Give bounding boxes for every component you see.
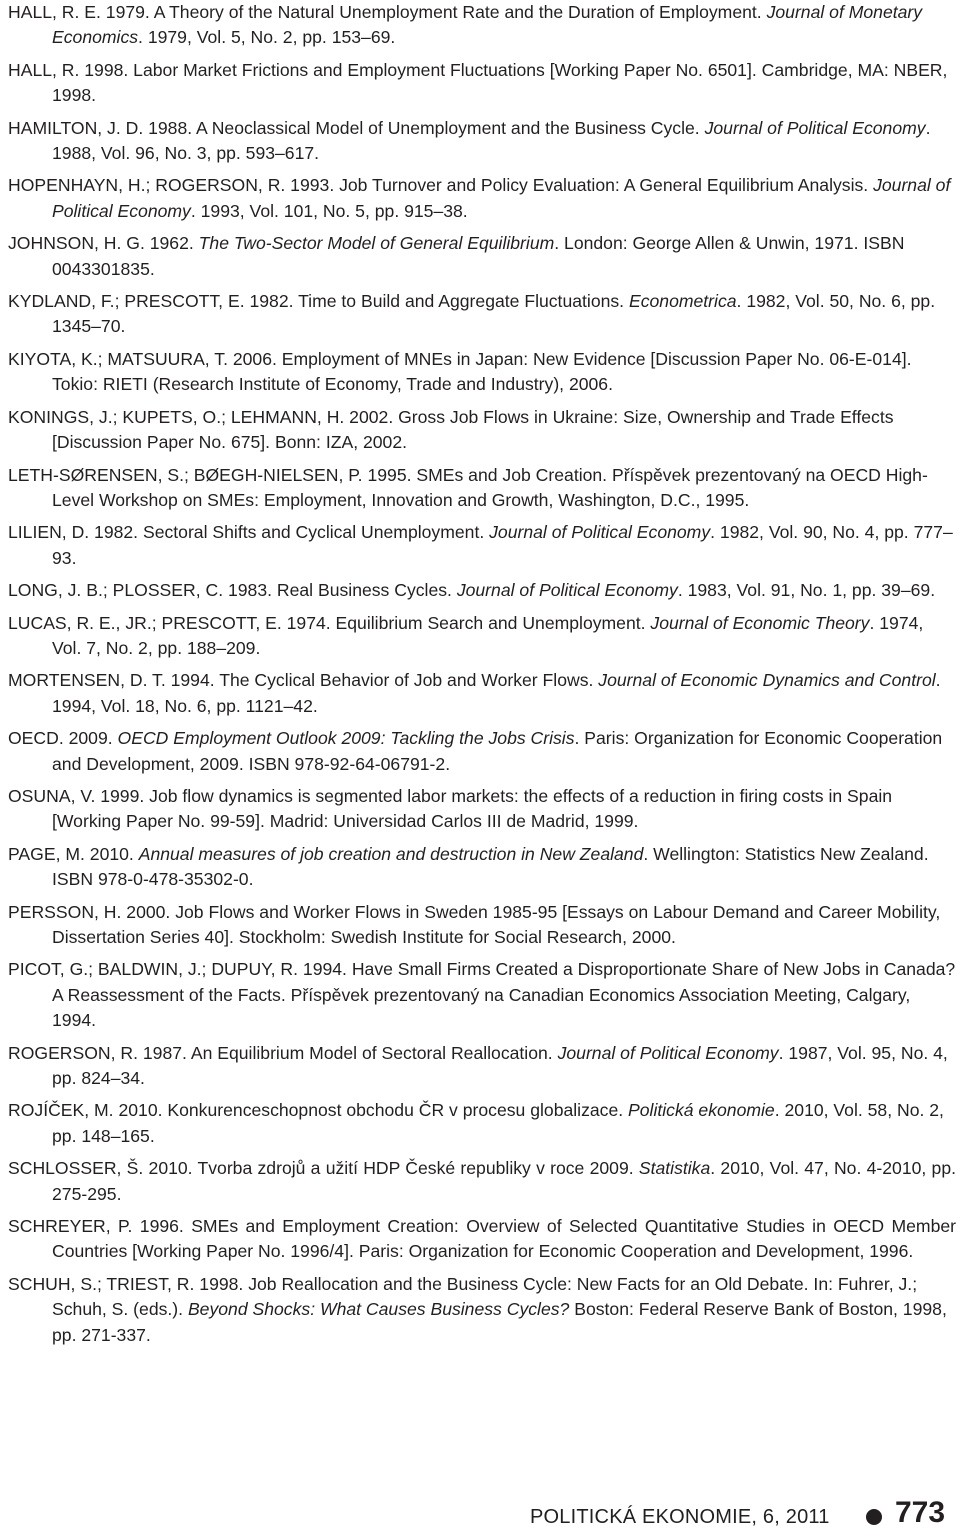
reference-entry: [8, 463, 956, 514]
reference-source-title: Journal of Political Economy: [557, 1042, 779, 1063]
reference-source-title: Beyond Shocks: What Causes Business Cycles?: [187, 1299, 570, 1320]
reference-source-title: Econometrica: [628, 291, 737, 312]
reference-entry: [8, 231, 956, 282]
reference-text: . 1982, Vol. 50, No. 6, pp. 1345–70.: [52, 291, 936, 337]
page-number: 773: [895, 1496, 946, 1529]
reference-entry: [8, 1098, 956, 1149]
reference-text: SCHUH, S.; TRIEST, R. 1998. Job Reallocation and the Business Cycle: New Facts for an Old Debate. In: Fuhrer, J.; Schuh, S. (eds.).: [8, 1273, 918, 1320]
reference-entry: [8, 1214, 956, 1265]
reference-text: PERSSON, H. 2000. Job Flows and Worker Flows in Sweden 1985-95 [Essays on Labour Demand and Career Mobility, Dissertation Series 40]. Stockholm: Swedish Institute for Social Research, 2000.: [8, 901, 941, 947]
reference-source-title: Politická ekonomie: [628, 1100, 775, 1121]
reference-entry: [8, 116, 956, 167]
reference-entry: [8, 58, 956, 109]
reference-text: . 2010, Vol. 47, No. 4-2010, pp. 275-295.: [52, 1158, 956, 1204]
reference-text: ROJÍČEK, M. 2010. Konkurenceschopnost obchodu ČR v procesu globalizace.: [8, 1100, 629, 1121]
reference-text: . 1987, Vol. 95, No. 4, pp. 824–34.: [52, 1042, 948, 1089]
reference-text: LILIEN, D. 1982. Sectoral Shifts and Cyclical Unemployment.: [8, 522, 490, 543]
reference-list: [8, 0, 956, 1355]
reference-source-title: Journal of Economic Dynamics and Control: [598, 670, 936, 691]
reference-text: ROGERSON, R. 1987. An Equilibrium Model of Sectoral Reallocation.: [8, 1042, 558, 1063]
footer-journal-title: POLITICKÁ EKONOMIE, 6, 2011: [530, 1506, 830, 1528]
reference-text: KIYOTA, K.; MATSUURA, T. 2006. Employment of MNEs in Japan: New Evidence [Discussion Paper No. 06-E-014]. Tokio: RIETI (Research Institute of Economy, Trade and Industry), 2006.: [8, 348, 912, 395]
reference-entry: [8, 1156, 956, 1207]
reference-source-title: Statistika: [638, 1158, 711, 1179]
reference-entry: [8, 0, 956, 51]
reference-text: LETH-SØRENSEN, S.; BØEGH-NIELSEN, P. 1995. SMEs and Job Creation. Příspěvek prezentovaný na OECD High-Level Workshop on SMEs: Employment, Innovation and Growth, Washington, D.C., 1995.: [8, 464, 928, 510]
reference-entry: [8, 842, 956, 893]
reference-entry: [8, 668, 956, 719]
reference-entry: [8, 784, 956, 835]
reference-text: JOHNSON, H. G. 1962.: [8, 233, 199, 254]
reference-text: LONG, J. B.; PLOSSER, C. 1983. Real Business Cycles.: [8, 580, 457, 601]
reference-text: . 1993, Vol. 101, No. 5, pp. 915–38.: [190, 200, 468, 221]
reference-entry: [8, 1272, 956, 1348]
reference-text: . 2010, Vol. 58, No. 2, pp. 148–165.: [52, 1100, 944, 1146]
reference-text: . London: George Allen & Unwin, 1971. ISBN 0043301835.: [52, 233, 905, 279]
reference-text: Boston: Federal Reserve Bank of Boston, 1998, pp. 271-337.: [52, 1299, 947, 1345]
reference-entry: [8, 726, 956, 777]
reference-text: . Wellington: Statistics New Zealand. ISBN 978-0-478-35302-0.: [52, 843, 929, 890]
reference-text: KONINGS, J.; KUPETS, O.; LEHMANN, H. 2002. Gross Job Flows in Ukraine: Size, Ownership and Trade Effects [Discussion Paper No. 675]. Bonn: IZA, 2002.: [8, 406, 894, 453]
reference-source-title: The Two-Sector Model of General Equilibrium: [198, 233, 555, 254]
reference-text: PAGE, M. 2010.: [8, 843, 139, 864]
reference-text: HOPENHAYN, H.; ROGERSON, R. 1993. Job Turnover and Policy Evaluation: A General Equilibrium Analysis.: [8, 175, 874, 196]
reference-text: . Paris: Organization for Economic Cooperation and Development, 2009. ISBN 978-92-64-06791-2.: [52, 728, 943, 774]
reference-text: . 1994, Vol. 18, No. 6, pp. 1121–42.: [52, 670, 941, 716]
reference-source-title: Journal of Political Economy: [52, 175, 951, 221]
reference-source-title: Journal of Monetary Economics: [52, 2, 923, 48]
reference-text: OECD. 2009.: [8, 728, 118, 749]
reference-source-title: Annual measures of job creation and destruction in New Zealand: [138, 843, 644, 864]
reference-source-title: Journal of Political Economy: [456, 580, 678, 601]
footer-bullet-icon: [866, 1509, 882, 1525]
reference-text: LUCAS, R. E., JR.; PRESCOTT, E. 1974. Equilibrium Search and Unemployment.: [8, 612, 651, 633]
reference-text: . 1974, Vol. 7, No. 2, pp. 188–209.: [52, 612, 924, 658]
reference-entry: [8, 611, 956, 662]
reference-source-title: OECD Employment Outlook 2009: Tackling the Jobs Crisis: [117, 728, 575, 749]
reference-entry: [8, 578, 956, 603]
reference-text: HALL, R. E. 1979. A Theory of the Natural Unemployment Rate and the Duration of Employment.: [8, 2, 767, 22]
reference-text: . 1988, Vol. 96, No. 3, pp. 593–617.: [52, 117, 931, 164]
reference-text: . 1982, Vol. 90, No. 4, pp. 777–93.: [52, 522, 953, 568]
reference-text: MORTENSEN, D. T. 1994. The Cyclical Behavior of Job and Worker Flows.: [8, 670, 599, 691]
reference-entry: [8, 347, 956, 398]
reference-entry: [8, 405, 956, 456]
reference-text: SCHLOSSER, Š. 2010. Tvorba zdrojů a užití HDP České republiky v roce 2009.: [8, 1158, 639, 1179]
reference-text: . 1979, Vol. 5, No. 2, pp. 153–69.: [138, 27, 396, 48]
reference-entry: [8, 289, 956, 340]
reference-text: . 1983, Vol. 91, No. 1, pp. 39–69.: [677, 580, 936, 601]
reference-source-title: Journal of Political Economy: [489, 522, 711, 543]
reference-text: PICOT, G.; BALDWIN, J.; DUPUY, R. 1994. Have Small Firms Created a Disproportionate Share of New Jobs in Canada? A Reassessment of the Facts. Příspěvek prezentovaný na Canadian Economics Association Meeting, Calgary, 1994.: [8, 959, 956, 1031]
reference-text: HALL, R. 1998. Labor Market Frictions and Employment Fluctuations [Working Paper No. 6501]. Cambridge, MA: NBER, 1998.: [8, 59, 948, 106]
reference-entry: [8, 1041, 956, 1092]
reference-text: OSUNA, V. 1999. Job flow dynamics is segmented labor markets: the effects of a reduction in firing costs in Spain [Working Paper No. 99-59]. Madrid: Universidad Carlos III de Madrid, 1999.: [8, 785, 893, 832]
reference-entry: [8, 173, 956, 224]
reference-text: SCHREYER, P. 1996. SMEs and Employment Creation: Overview of Selected Quantitative Studies in OECD Member Countries [Working Paper No. 1996/4]. Paris: Organization for Economic Cooperation and Development, 1996.: [8, 1216, 956, 1262]
reference-source-title: Journal of Economic Theory: [650, 612, 870, 633]
reference-entry: [8, 957, 956, 1033]
reference-text: HAMILTON, J. D. 1988. A Neoclassical Model of Unemployment and the Business Cycle.: [8, 117, 705, 138]
reference-entry: [8, 900, 956, 951]
reference-text: KYDLAND, F.; PRESCOTT, E. 1982. Time to Build and Aggregate Fluctuations.: [8, 291, 629, 312]
page-footer: [0, 1496, 960, 1536]
reference-entry: [8, 520, 956, 571]
reference-source-title: Journal of Political Economy: [704, 117, 926, 138]
